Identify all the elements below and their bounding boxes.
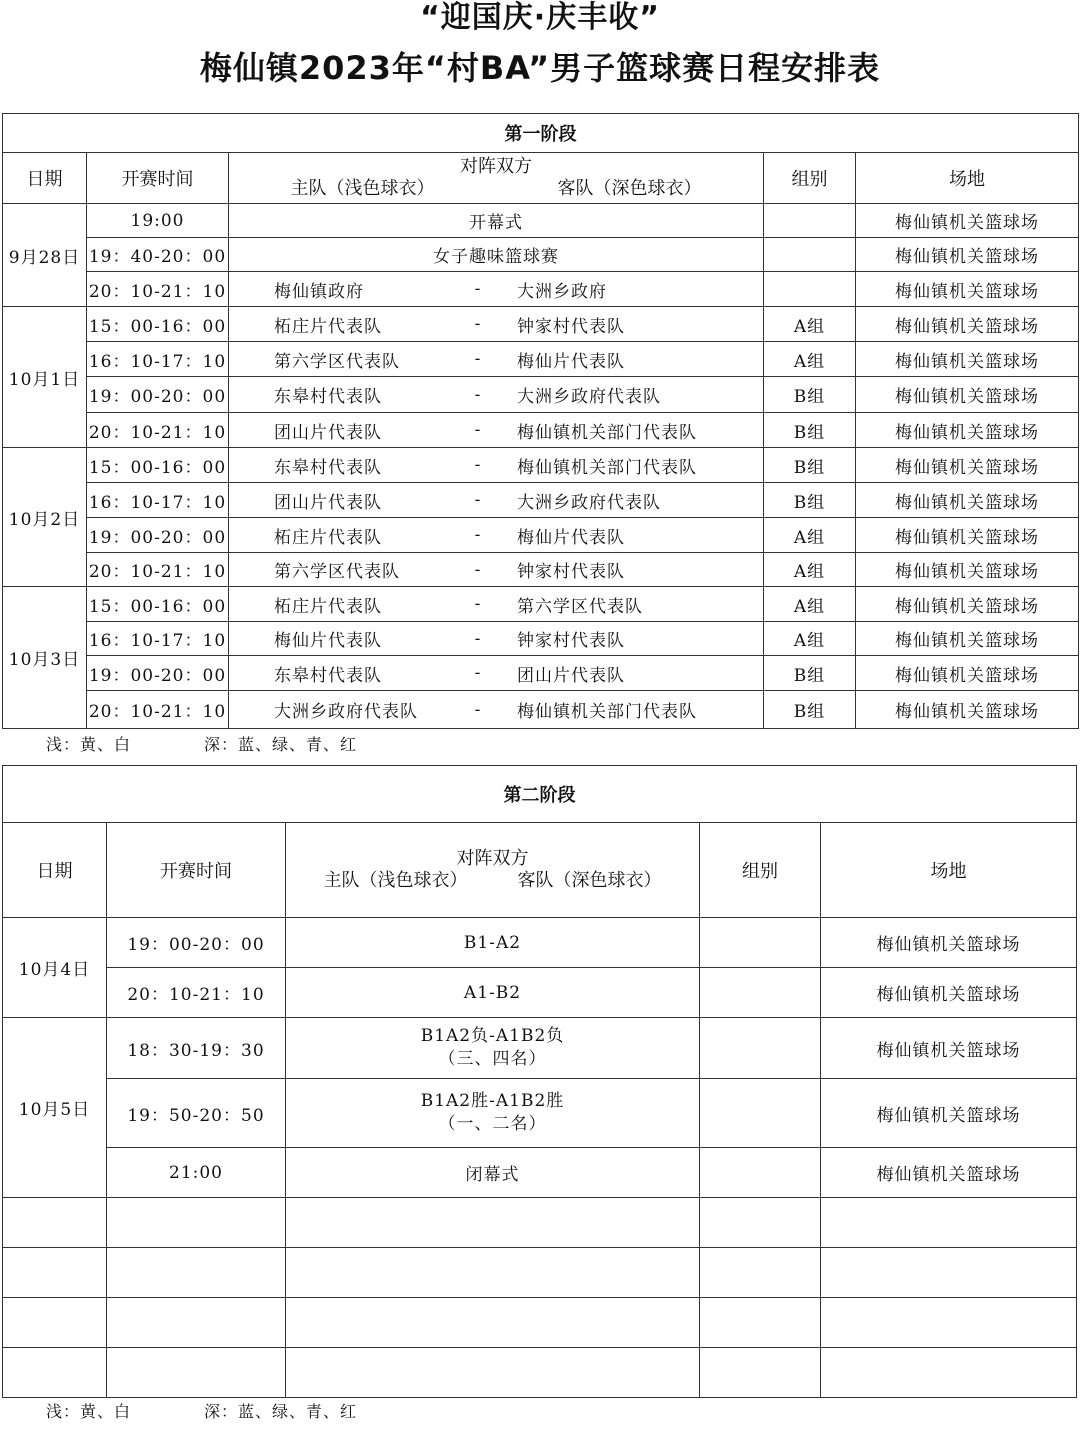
matchup-cell [229, 483, 764, 518]
venue-cell: 梅仙镇机关篮球场 [856, 691, 1079, 729]
table-row [3, 377, 1079, 413]
group-cell [700, 918, 821, 968]
home-team: 团山片代表队 [274, 422, 382, 443]
table-row [3, 918, 1077, 968]
date-cell: 10月4日 [3, 918, 107, 1018]
matchup-cell [229, 342, 764, 377]
table-row [3, 518, 1079, 553]
event-cell: 开幕式 [229, 204, 764, 238]
date-cell: 10月1日 [3, 307, 87, 448]
home-team: 东皋村代表队 [274, 387, 382, 407]
vs-separator: - [474, 559, 482, 580]
note-dark: 深：蓝、绿、青、红 [204, 735, 358, 754]
group-cell [764, 272, 856, 307]
venue-cell: 梅仙镇机关篮球场 [856, 656, 1079, 691]
home-team: 梅仙镇政府 [274, 281, 364, 302]
venue-cell: 梅仙镇机关篮球场 [856, 483, 1079, 518]
venue-cell: 梅仙镇机关篮球场 [856, 413, 1079, 448]
matchup-cell [229, 691, 764, 729]
table-row [3, 622, 1079, 656]
table-row [3, 448, 1079, 483]
empty-row [3, 1198, 1077, 1248]
header-date: 日期 [3, 823, 107, 918]
date-cell: 10月5日 [3, 1018, 107, 1198]
venue-cell: 梅仙镇机关篮球场 [856, 342, 1079, 377]
away-team: 大洲乡政府 [517, 281, 607, 302]
table-row [3, 691, 1079, 729]
venue-cell: 梅仙镇机关篮球场 [821, 1079, 1077, 1148]
venue-cell: 梅仙镇机关篮球场 [856, 448, 1079, 483]
vs-separator: - [474, 663, 482, 683]
away-team: 梅仙镇机关部门代表队 [517, 457, 697, 478]
note-dark: 深：蓝、绿、青、红 [204, 1402, 358, 1421]
away-team: 第六学区代表队 [517, 596, 643, 617]
venue-cell: 梅仙镇机关篮球场 [856, 553, 1079, 587]
vs-separator: - [474, 490, 482, 510]
group-cell: A组 [764, 342, 856, 377]
matchup-cell [229, 553, 764, 587]
vs-separator: - [474, 279, 482, 299]
header-away: 客队（深色球衣） [517, 870, 662, 891]
table-row [3, 1079, 1077, 1148]
away-team: 梅仙片代表队 [517, 527, 625, 548]
date-cell: 10月2日 [3, 448, 87, 587]
table-row [3, 483, 1079, 518]
time-cell: 21:00 [107, 1148, 286, 1198]
event-cell: 闭幕式 [286, 1148, 700, 1198]
date-cell: 9月28日 [3, 204, 87, 307]
event-name: B1A2胜-A1B2胜 [420, 1091, 565, 1111]
date-cell: 10月3日 [3, 587, 87, 729]
venue-cell: 梅仙镇机关篮球场 [821, 1018, 1077, 1079]
matchup-cell [229, 377, 764, 413]
away-team: 钟家村代表队 [517, 562, 625, 582]
time-cell: 16：10-17：10 [87, 483, 229, 518]
group-cell [764, 204, 856, 238]
group-cell: A组 [764, 518, 856, 553]
matchup-cell [229, 518, 764, 553]
time-cell: 15：00-16：00 [87, 587, 229, 622]
matchup-cell [229, 448, 764, 483]
venue-cell: 梅仙镇机关篮球场 [856, 622, 1079, 656]
time-cell: 15：00-16：00 [87, 307, 229, 342]
group-cell: B组 [764, 377, 856, 413]
away-team: 梅仙镇机关部门代表队 [517, 702, 697, 722]
empty-row [3, 1248, 1077, 1298]
away-team: 大洲乡政府代表队 [517, 387, 661, 407]
home-team: 大洲乡政府代表队 [274, 702, 418, 722]
time-cell: 20：10-21：10 [87, 413, 229, 448]
time-cell: 20：10-21：10 [87, 553, 229, 587]
table-row [3, 272, 1079, 307]
title-line2: 梅仙镇2023年“村BA”男子篮球赛日程安排表 [199, 49, 881, 87]
table-row [3, 413, 1079, 448]
table-row [3, 204, 1079, 238]
group-cell: B组 [764, 656, 856, 691]
home-team: 东皋村代表队 [274, 665, 382, 686]
table-row [3, 342, 1079, 377]
time-cell: 20：10-21：10 [107, 968, 286, 1018]
table-row [3, 1018, 1077, 1079]
time-cell: 19：00-20：00 [107, 918, 286, 968]
event-cell [286, 1018, 700, 1079]
matchup-cell [229, 587, 764, 622]
note-light: 浅：黄、白 [46, 1402, 132, 1421]
table-row [3, 1148, 1077, 1198]
header-time: 开赛时间 [107, 823, 286, 918]
venue-cell: 梅仙镇机关篮球场 [856, 204, 1079, 238]
home-team: 柘庄片代表队 [274, 316, 382, 337]
vs-separator: - [474, 455, 482, 475]
group-cell [700, 1079, 821, 1148]
table-row [3, 656, 1079, 691]
event-cell: B1-A2 [286, 918, 700, 968]
time-cell: 16：10-17：10 [87, 622, 229, 656]
event-cell: 女子趣味篮球赛 [229, 238, 764, 272]
vs-separator: - [474, 628, 482, 649]
stage1-title: 第一阶段 [3, 114, 1079, 153]
group-cell: B组 [764, 448, 856, 483]
away-team: 梅仙镇机关部门代表队 [517, 422, 697, 443]
title-line1: “迎国庆·庆丰收” [420, 0, 660, 35]
vs-separator: - [474, 594, 482, 614]
venue-cell: 梅仙镇机关篮球场 [856, 518, 1079, 553]
matchup-cell [229, 413, 764, 448]
home-team: 柘庄片代表队 [274, 527, 382, 548]
jersey-color-note [46, 732, 357, 755]
matchup-cell [229, 307, 764, 342]
header-date: 日期 [3, 153, 87, 204]
event-ranking: （一、二名） [438, 1114, 547, 1134]
matchup-cell [229, 272, 764, 307]
header-matchup [286, 823, 700, 918]
stage2-table [2, 765, 1077, 1398]
table-row [3, 968, 1077, 1018]
vs-separator: - [474, 384, 482, 405]
group-cell: A组 [764, 622, 856, 656]
group-cell [764, 238, 856, 272]
vs-separator: - [474, 699, 482, 720]
group-cell [700, 968, 821, 1018]
event-cell [286, 1079, 700, 1148]
venue-cell: 梅仙镇机关篮球场 [821, 1148, 1077, 1198]
table-row [3, 238, 1079, 272]
time-cell: 20：10-21：10 [87, 272, 229, 307]
away-team: 团山片代表队 [517, 665, 625, 686]
event-name: B1A2负-A1B2负 [420, 1026, 565, 1046]
empty-row [3, 1298, 1077, 1348]
home-team: 团山片代表队 [274, 492, 382, 513]
vs-separator: - [474, 525, 482, 545]
event-ranking: （三、四名） [438, 1049, 547, 1069]
group-cell: A组 [764, 307, 856, 342]
header-matchup-label: 对阵双方 [460, 156, 532, 177]
home-team: 东皋村代表队 [274, 457, 382, 478]
table-row [3, 307, 1079, 342]
time-cell: 15：00-16：00 [87, 448, 229, 483]
time-cell: 19：50-20：50 [107, 1079, 286, 1148]
group-cell: A组 [764, 587, 856, 622]
away-team: 钟家村代表队 [517, 631, 625, 651]
vs-separator: - [474, 314, 482, 334]
venue-cell: 梅仙镇机关篮球场 [856, 587, 1079, 622]
time-cell: 19：40-20：00 [87, 238, 229, 272]
table-row [3, 553, 1079, 587]
away-team: 钟家村代表队 [517, 316, 625, 337]
matchup-cell [229, 656, 764, 691]
time-cell: 20：10-21：10 [87, 691, 229, 729]
group-cell: A组 [764, 553, 856, 587]
time-cell: 16：10-17：10 [87, 342, 229, 377]
venue-cell: 梅仙镇机关篮球场 [856, 238, 1079, 272]
vs-separator: - [474, 349, 482, 369]
venue-cell: 梅仙镇机关篮球场 [856, 307, 1079, 342]
group-cell [700, 1018, 821, 1079]
home-team: 梅仙片代表队 [274, 631, 382, 651]
header-home: 主队（浅色球衣） [323, 870, 468, 891]
group-cell [700, 1148, 821, 1198]
group-cell: B组 [764, 483, 856, 518]
away-team: 大洲乡政府代表队 [517, 492, 661, 513]
time-cell: 19：00-20：00 [87, 656, 229, 691]
header-group: 组别 [764, 153, 856, 204]
stage2-title: 第二阶段 [3, 766, 1077, 823]
venue-cell: 梅仙镇机关篮球场 [856, 272, 1079, 307]
vs-separator: - [474, 420, 482, 440]
time-cell: 19：00-20：00 [87, 377, 229, 413]
home-team: 第六学区代表队 [274, 562, 400, 582]
jersey-color-note-2 [46, 1399, 357, 1422]
event-cell: A1-B2 [286, 968, 700, 1018]
venue-cell: 梅仙镇机关篮球场 [856, 377, 1079, 413]
stage1-table [2, 113, 1079, 729]
away-team: 梅仙片代表队 [517, 351, 625, 372]
home-team: 第六学区代表队 [274, 351, 400, 372]
group-cell: B组 [764, 413, 856, 448]
venue-cell: 梅仙镇机关篮球场 [821, 918, 1077, 968]
venue-cell: 梅仙镇机关篮球场 [821, 968, 1077, 1018]
home-team: 柘庄片代表队 [274, 596, 382, 617]
time-cell: 19：00-20：00 [87, 518, 229, 553]
header-group: 组别 [700, 823, 821, 918]
header-home: 主队（浅色球衣） [290, 178, 435, 199]
group-cell: B组 [764, 691, 856, 729]
empty-row [3, 1348, 1077, 1398]
header-away: 客队（深色球衣） [557, 178, 702, 199]
header-matchup-label: 对阵双方 [456, 848, 529, 869]
time-cell: 18：30-19：30 [107, 1018, 286, 1079]
note-light: 浅：黄、白 [46, 735, 132, 754]
header-matchup [229, 153, 764, 204]
table-row [3, 587, 1079, 622]
header-venue: 场地 [856, 153, 1079, 204]
header-time: 开赛时间 [87, 153, 229, 204]
header-venue: 场地 [821, 823, 1077, 918]
time-cell: 19:00 [87, 204, 229, 238]
matchup-cell [229, 622, 764, 656]
